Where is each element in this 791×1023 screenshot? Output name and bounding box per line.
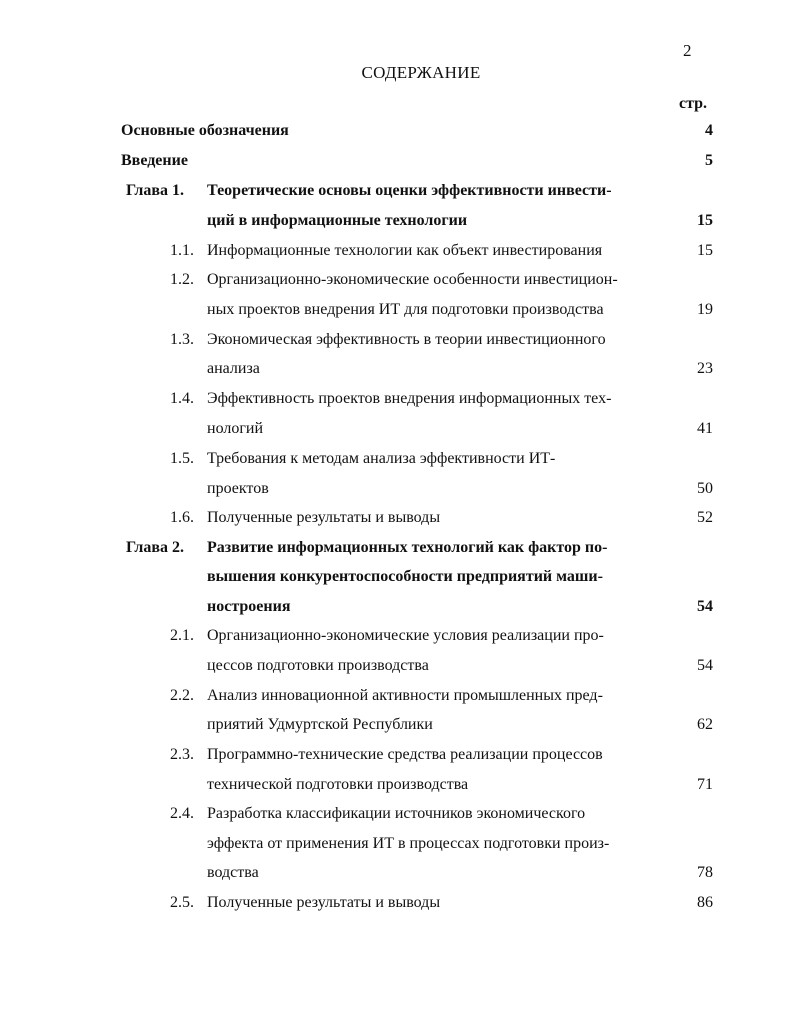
toc-section-number: 2.3.: [170, 746, 194, 763]
toc-entry-page: 19: [697, 301, 713, 318]
toc-section: [0, 894, 791, 924]
toc-section-title: Организационно-экономические условия реализации про-: [207, 627, 604, 644]
toc-entry-page: 54: [697, 598, 713, 615]
toc-section-number: 1.1.: [170, 242, 194, 259]
toc-section-title: нологий: [207, 420, 264, 437]
toc-section-title: Требования к методам анализа эффективности ИТ-: [207, 450, 556, 467]
toc-chapter-title: вышения конкурентоспособности предприятий маши-: [207, 568, 603, 585]
toc-section-title: цессов подготовки производства: [207, 657, 429, 674]
toc-section-title: Организационно-экономические особенности инвестицион-: [207, 271, 618, 288]
toc-section-title: водства: [207, 864, 259, 881]
toc-chapter-cont: [0, 212, 791, 242]
toc-section-number: 1.6.: [170, 509, 194, 526]
toc-section: [0, 627, 791, 657]
toc-section: [0, 242, 791, 272]
toc-section: [0, 746, 791, 776]
toc-section-title: Анализ инновационной активности промышленных пред-: [207, 687, 603, 704]
toc-section-cont: [0, 480, 791, 510]
page-number: 2: [683, 41, 692, 60]
toc-entry-page: 15: [697, 242, 713, 259]
toc-chapter-title: ций в информационные технологии: [207, 212, 468, 229]
toc-chapter: [0, 182, 791, 212]
toc-chapter-cont: [0, 598, 791, 628]
toc-section: [0, 509, 791, 539]
toc-section-cont: [0, 716, 791, 746]
toc-entry-page: 62: [697, 716, 713, 733]
toc-section-title: Разработка классификации источников экономического: [207, 805, 586, 822]
toc-entry-page: 50: [697, 480, 713, 497]
toc-section-cont: [0, 301, 791, 331]
toc-section-cont: [0, 864, 791, 894]
toc-entry-page: 52: [697, 509, 713, 526]
toc-section-cont: [0, 420, 791, 450]
toc-entry-page: 86: [697, 894, 713, 911]
toc-entry-page: 4: [705, 122, 713, 139]
toc-section-number: 1.5.: [170, 450, 194, 467]
toc-entry-page: 71: [697, 776, 713, 793]
toc-section-title: анализа: [207, 360, 260, 377]
toc-entry-page: 78: [697, 864, 713, 881]
toc-section-title: Информационные технологии как объект инвестирования: [207, 242, 603, 259]
toc-section-number: 2.1.: [170, 627, 194, 644]
toc-section-number: 2.4.: [170, 805, 194, 822]
toc-section-title: Эффективность проектов внедрения информационных тех-: [207, 390, 612, 407]
toc-chapter-title: ностроения: [207, 598, 291, 615]
toc-entry-page: 23: [697, 360, 713, 377]
toc-section-cont: [0, 835, 791, 865]
toc-section-title: приятий Удмуртской Республики: [207, 716, 433, 733]
toc-section-number: 1.2.: [170, 271, 194, 288]
toc-chapter-cont: [0, 568, 791, 598]
toc-chapter-title: Развитие информационных технологий как фактор по-: [207, 539, 608, 556]
toc-section: [0, 390, 791, 420]
toc-section-title: Полученные результаты и выводы: [207, 894, 441, 911]
toc-section-number: 1.4.: [170, 390, 194, 407]
page-title: СОДЕРЖАНИЕ: [361, 63, 481, 82]
toc-chapter-number: Глава 2.: [126, 539, 184, 556]
toc-entry: [0, 122, 791, 152]
toc-section-title: Программно-технические средства реализации процессов: [207, 746, 603, 763]
toc-section-title: ных проектов внедрения ИТ для подготовки производства: [207, 301, 604, 318]
toc-chapter-number: Глава 1.: [126, 182, 184, 199]
toc-entry-label: Введение: [121, 152, 188, 169]
toc-section-title: Экономическая эффективность в теории инвестиционного: [207, 331, 606, 348]
toc-section-title: эффекта от применения ИТ в процессах подготовки произ-: [207, 835, 610, 852]
toc-entry-page: 54: [697, 657, 713, 674]
toc-section-cont: [0, 776, 791, 806]
toc-entry: [0, 152, 791, 182]
toc-section-title: проектов: [207, 480, 269, 497]
toc-section-number: 2.2.: [170, 687, 194, 704]
page-column-header: стр.: [679, 95, 708, 112]
toc-section-title: Полученные результаты и выводы: [207, 509, 441, 526]
toc-chapter: [0, 539, 791, 569]
toc-section: [0, 687, 791, 717]
toc-section-number: 2.5.: [170, 894, 194, 911]
toc-entry-page: 15: [697, 212, 713, 229]
toc-section-cont: [0, 657, 791, 687]
toc-entry-page: 41: [697, 420, 713, 437]
toc-section-cont: [0, 360, 791, 390]
toc-section-number: 1.3.: [170, 331, 194, 348]
toc-section: [0, 331, 791, 361]
toc-section: [0, 271, 791, 301]
toc-entry-page: 5: [705, 152, 713, 169]
toc-chapter-title: Теоретические основы оценки эффективности инвести-: [207, 182, 612, 199]
toc-section-title: технической подготовки производства: [207, 776, 469, 793]
toc-section: [0, 805, 791, 835]
toc-section: [0, 450, 791, 480]
toc-entry-label: Основные обозначения: [121, 122, 289, 139]
